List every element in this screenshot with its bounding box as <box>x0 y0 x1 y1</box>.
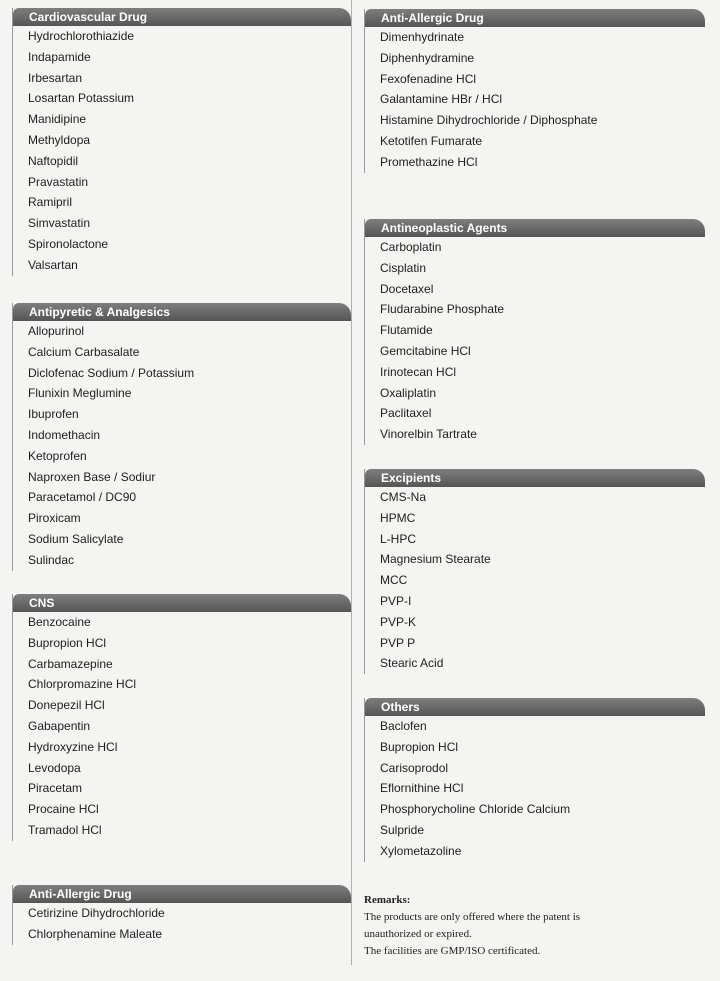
product-list <box>13 321 351 571</box>
product-item: Bupropion HCl <box>28 635 107 650</box>
product-list <box>365 27 705 173</box>
product-item: CMS-Na <box>380 490 427 504</box>
product-item: Indomethacin <box>28 427 101 442</box>
product-list <box>365 487 705 674</box>
product-item: Sulpride <box>380 822 425 837</box>
product-item: Benzocaine <box>28 615 91 629</box>
product-item: Xylometazoline <box>380 843 462 858</box>
product-list <box>365 716 705 862</box>
product-item: Simvastatin <box>28 216 91 231</box>
product-item: Irinotecan HCl <box>380 364 457 379</box>
section-cns <box>12 594 351 841</box>
section-cardiovascular-drug <box>12 8 351 276</box>
product-item: Levodopa <box>28 760 81 775</box>
product-item: Ketotifen Fumarate <box>380 133 483 148</box>
product-item: L-HPC <box>380 531 417 546</box>
remarks-line: The facilities are GMP/ISO certificated. <box>364 945 541 957</box>
product-item: Paclitaxel <box>380 406 432 421</box>
section-others <box>364 698 705 862</box>
section-header: Antipyretic & Analgesics <box>13 303 351 321</box>
product-item: Flutamide <box>380 323 433 338</box>
product-item: Chlorpromazine HCl <box>28 677 137 692</box>
product-item: Docetaxel <box>380 281 434 296</box>
product-item: Hydroxyzine HCl <box>28 739 118 754</box>
product-item: Hydrochlorothiazide <box>28 29 135 43</box>
product-item: Histamine Dihydrochloride / Diphosphate <box>380 113 598 128</box>
product-item: Ketoprofen <box>28 448 87 463</box>
product-item: Naftopidil <box>28 153 79 168</box>
product-item: Stearic Acid <box>380 656 444 671</box>
product-item: Gemcitabine HCl <box>380 343 471 358</box>
section-anti-allergic-drug-left <box>12 885 351 945</box>
product-list <box>13 903 351 945</box>
product-item: Chlorphenamine Maleate <box>28 926 163 941</box>
product-item: Carisoprodol <box>380 760 449 775</box>
product-item: Diclofenac Sodium / Potassium <box>28 365 195 380</box>
section-header: Others <box>365 698 705 716</box>
product-item: Losartan Potassium <box>28 91 135 106</box>
product-item: Manidipine <box>28 112 87 127</box>
product-item: Tramadol HCl <box>28 822 102 837</box>
section-header: Anti-Allergic Drug <box>365 9 705 27</box>
product-item: Ramipril <box>28 195 73 210</box>
product-item: Diphenhydramine <box>380 50 475 65</box>
section-header: Antineoplastic Agents <box>365 219 705 237</box>
product-item: Ibuprofen <box>28 407 79 422</box>
section-antineoplastic-agents <box>364 219 705 445</box>
product-list <box>13 26 351 276</box>
column-divider <box>351 0 352 965</box>
product-item: Magnesium Stearate <box>380 552 491 567</box>
product-item: Promethazine HCl <box>380 154 478 169</box>
product-item: Indapamide <box>28 49 91 64</box>
product-item: Carboplatin <box>380 240 442 254</box>
section-header: CNS <box>13 594 351 612</box>
product-item: MCC <box>380 573 408 588</box>
product-item: Carbamazepine <box>28 656 113 671</box>
product-item: Baclofen <box>380 719 427 733</box>
product-item: Phosphorycholine Chloride Calcium <box>380 802 571 817</box>
section-header: Excipients <box>365 469 705 487</box>
section-excipients <box>364 469 705 674</box>
product-item: Gabapentin <box>28 718 91 733</box>
product-list <box>13 612 351 841</box>
product-item: Fexofenadine HCl <box>380 71 477 86</box>
remarks <box>364 892 664 960</box>
section-header: Cardiovascular Drug <box>13 8 351 26</box>
product-item: Methyldopa <box>28 132 91 147</box>
product-item: Galantamine HBr / HCl <box>380 92 503 107</box>
product-item: Sodium Salicylate <box>28 531 124 546</box>
product-item: Naproxen Base / Sodiur <box>28 469 156 484</box>
product-item: Pravastatin <box>28 174 89 189</box>
product-item: PVP P <box>380 635 416 650</box>
product-list <box>365 237 705 445</box>
section-antipyretic-analgesics <box>12 303 351 571</box>
product-item: Vinorelbin Tartrate <box>380 427 477 442</box>
product-item: Valsartan <box>28 257 78 272</box>
product-item: Donepezil HCl <box>28 698 105 713</box>
product-item: PVP-I <box>380 593 412 608</box>
product-item: Bupropion HCl <box>380 739 459 754</box>
product-item: Paracetamol / DC90 <box>28 490 137 505</box>
product-item: Flunixin Meglumine <box>28 386 132 401</box>
product-item: Piracetam <box>28 781 83 796</box>
product-item: Piroxicam <box>28 511 81 526</box>
product-item: Dimenhydrinate <box>380 30 465 44</box>
remarks-title: Remarks: <box>364 894 411 906</box>
product-item: Cetirizine Dihydrochloride <box>28 906 165 920</box>
product-item: Oxaliplatin <box>380 385 437 400</box>
product-item: Spironolactone <box>28 236 109 251</box>
product-item: Calcium Carbasalate <box>28 344 140 359</box>
section-anti-allergic-drug-right <box>364 9 705 173</box>
product-item: Sulindac <box>28 552 75 567</box>
product-item: PVP-K <box>380 614 417 629</box>
remarks-line: unauthorized or expired. <box>364 928 472 940</box>
product-item: Eflornithine HCl <box>380 781 464 796</box>
remarks-line: The products are only offered where the patent is <box>364 911 581 923</box>
product-item: Fludarabine Phosphate <box>380 302 505 317</box>
product-item: Irbesartan <box>28 70 83 85</box>
product-item: Cisplatin <box>380 260 427 275</box>
product-item: Procaine HCl <box>28 802 99 817</box>
product-item: HPMC <box>380 510 416 525</box>
section-header: Anti-Allergic Drug <box>13 885 351 903</box>
product-item: Allopurinol <box>28 324 85 338</box>
